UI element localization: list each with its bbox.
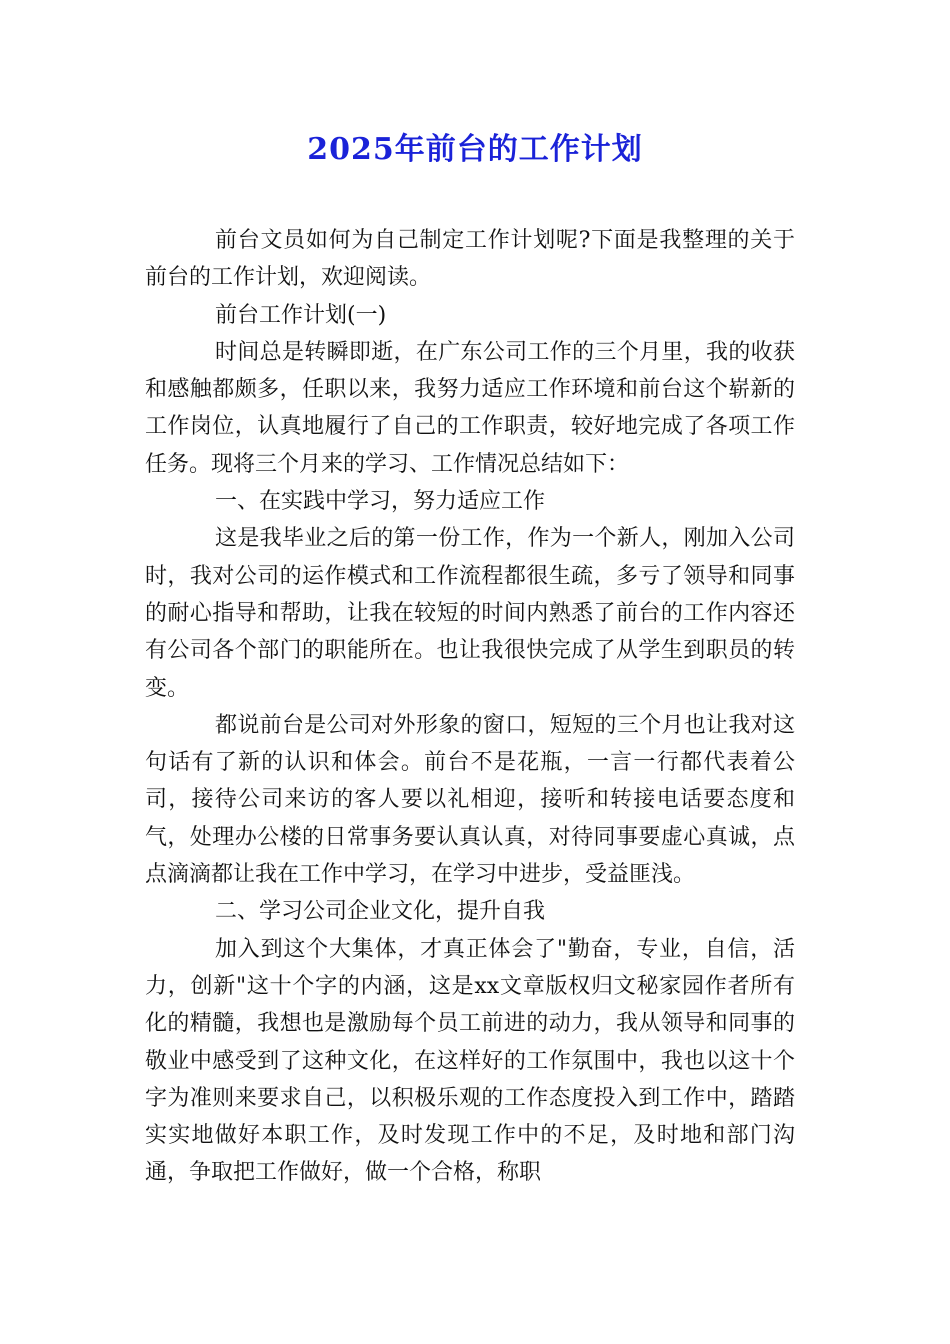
section-heading-2: 二、学习公司企业文化，提升自我 — [215, 899, 546, 925]
paragraph-company-culture: 加入到这个大集体，才真正体会了"勤奋，专业，自信，活力，创新"这十个字的内涵，这是xx文章版权归文秘家园作者所有化的精髓，我想也是激励每个员工前进的动力，我从领导和同事的敬业中感受到了这种文化，在这样好的工作氛围中，我也以这十个字为准则来要求自己，以积极乐观的工作态度投入到工作中，踏踏实实地做好本职工作，及时发现工作中的不足，及时地和部门沟通，争取把工作做好，做一个合格，称职 — [145, 936, 795, 1186]
document-title: 2025年前台的工作计划 — [307, 132, 643, 167]
paragraph-intro: 前台文员如何为自己制定工作计划呢?下面是我整理的关于前台的工作计划，欢迎阅读。 — [145, 228, 795, 291]
paragraph-front-desk-window: 都说前台是公司对外形象的窗口，短短的三个月也让我对这句话有了新的认识和体会。前台不是花瓶，一言一行都代表着公司，接待公司来访的客人要以礼相迎，接听和转接电话要态度和气，处理办公楼的日常事务要认真认真，对待同事要虚心真诚，点点滴滴都让我在工作中学习，在学习中进步，受益匪浅。 — [145, 712, 795, 888]
section-heading-plan-one: 前台工作计划(一) — [215, 302, 387, 328]
document-body — [145, 222, 795, 1192]
paragraph-summary: 时间总是转瞬即逝，在广东公司工作的三个月里，我的收获和感触都颇多，任职以来，我努力适应工作环境和前台这个崭新的工作岗位，认真地履行了自己的工作职责，较好地完成了各项工作任务。现将三个月来的学习、工作情况总结如下： — [145, 339, 795, 477]
paragraph-first-job: 这是我毕业之后的第一份工作，作为一个新人，刚加入公司时，我对公司的运作模式和工作流程都很生疏，多亏了领导和同事的耐心指导和帮助，让我在较短的时间内熟悉了前台的工作内容还有公司各个部门的职能所在。也让我很快完成了从学生到职员的转变。 — [145, 526, 795, 701]
section-heading-1: 一、在实践中学习，努力适应工作 — [215, 489, 546, 515]
